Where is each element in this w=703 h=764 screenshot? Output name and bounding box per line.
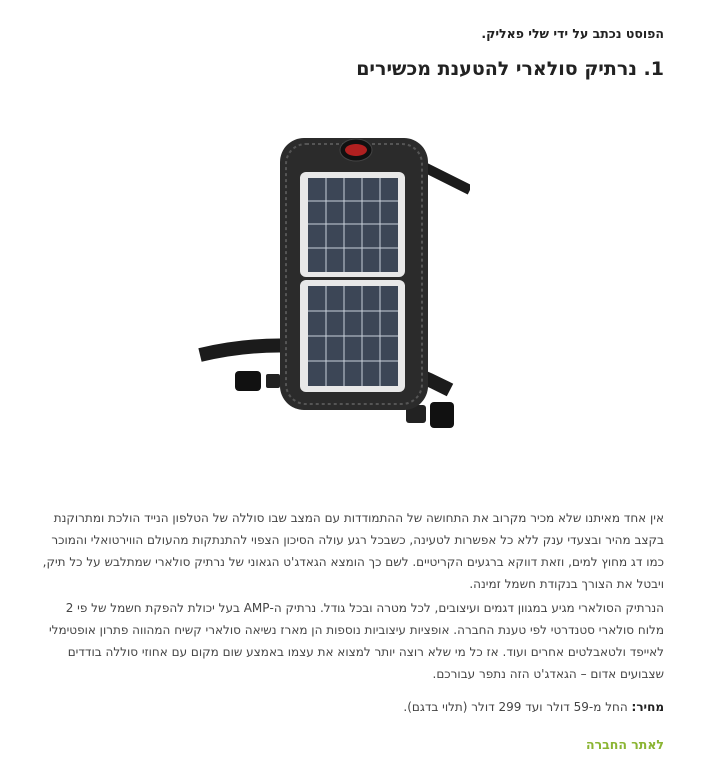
price-value: החל מ-59 דולר ועד 299 דולר (תלוי בדגם). xyxy=(403,700,632,714)
paragraph-intro: אין אחד מאיתנו שלא מכיר מקרוב את התחושה של ההתמודדות עם המצב שבו סוללה של הטלפון הנייד הולכת ומתרוקנת בקצב מהיר ובצעדי ענק ללא כל אפשרות לטעינה, כשבכל רגע עולה הסיכון הצפוי להתנתקות מהעולם הווירטואלי והמוכר כמו דג מחוץ למים, וזאת דווקא ברגעים הקריטיים. לשם כך הומצא הגאדג'ט הגאוני של נרתיק סולארי שמתלבש על כל תיק, ויבטל את הצורך בנקודת חשמל זמינה. xyxy=(42,511,664,591)
brand-logo-mark xyxy=(345,144,367,156)
paragraph-details: הנרתיק הסולארי מגיע במגוון דגמים ועיצובים, לכל מטרה ובכל גודל. נרתיק ה-AMP בעל יכולת להפקת חשמל של פי 2 מלוח סולארי סטנדרטי לפי טענת החברה. אופציות עיצוביות נוספות הן מארז נשיאה סולארי קשיח המהווה פתרון אופטימלי לאייפד ולטאבלטים אחרים ועוד. אז כל מי שלא רוצה יותר למצוא את עצמו באמצע שום מקום עם אחוזי סוללה בודדים שצבועים אדום – הגאדג'ט הזה נתפר עבורכם. xyxy=(48,601,664,681)
buckle-left-clip xyxy=(266,374,280,388)
solar-charger-case-image xyxy=(180,120,470,450)
buckle-left xyxy=(235,371,261,391)
solar-panel-upper xyxy=(308,178,398,272)
company-website-link[interactable]: לאתר החברה xyxy=(586,737,664,752)
buckle-right xyxy=(430,402,454,428)
article-heading: 1. נרתיק סולארי להטענת מכשירים xyxy=(356,58,664,80)
author-byline: הפוסט נכתב על ידי שלי פאליק. xyxy=(481,26,664,41)
price-line xyxy=(40,700,664,714)
price-label: מחיר: xyxy=(631,700,664,714)
